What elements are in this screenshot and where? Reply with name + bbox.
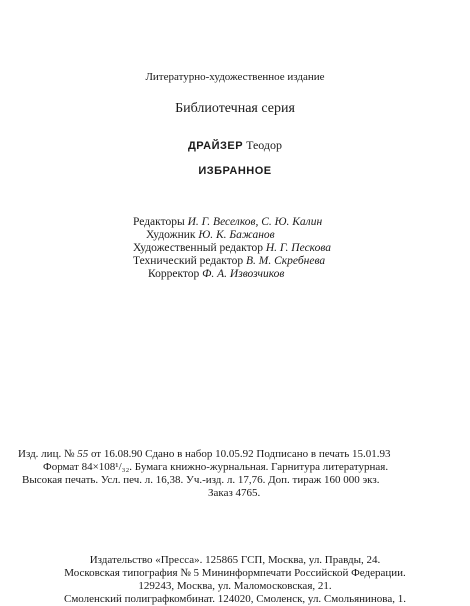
printer-line: Московская типография № 5 Мининформпечати Российской Федерации. [64,567,406,579]
credit-artist [146,229,275,242]
credit-names: И. Г. Веселков, С. Ю. Калин [187,216,323,228]
book-title: ИЗБРАННОЕ [198,165,272,177]
credit-names: В. М. Скребнева [246,255,326,267]
credit-art-editor [133,242,331,255]
imprint-line-1 [18,448,391,461]
author-name: Теодор [246,138,283,152]
credit-names: Ю. К. Бажанов [198,229,275,241]
imprint-line-3: Высокая печать. Усл. печ. л. 16,38. Уч.-изд. л. 17,76. Доп. тираж 160 000 экз. [22,474,380,486]
credit-role: Редакторы [133,216,185,228]
imprint-line-2: Формат 84×108¹/₃₂. Бумага книжно-журнальная. Гарнитура литературная. [43,461,389,473]
credit-role: Художественный редактор [133,242,263,254]
credit-role: Технический редактор [133,255,244,267]
credit-role: Художник [146,229,196,241]
credit-editors [133,216,322,229]
credit-names: Ф. А. Извозчиков [202,268,285,280]
credit-tech-editor [133,255,325,268]
license-label: Изд. лиц. № [18,448,75,460]
credit-role: Корректор [148,268,200,280]
printer-address-line: 129243, Москва, ул. Маломосковская, 21. [138,580,332,592]
combine-line: Смоленский полиграфкомбинат. 124020, Смоленск, ул. Смольянинова, 1. [64,593,406,605]
author [0,138,470,153]
publisher-line: Издательство «Пресса». 125865 ГСП, Москва, ул. Правды, 24. [89,554,381,566]
license-number: 55 [77,448,89,460]
imprint-order: Заказ 4765. [208,487,261,499]
author-surname: ДРАЙЗЕР [187,140,244,152]
credit-names: Н. Г. Пескова [265,242,332,254]
series-name: Библиотечная серия [175,101,295,116]
imprint-dates: от 16.08.90 Сдано в набор 10.05.92 Подписано в печать 15.01.93 [90,448,391,460]
edition-type: Литературно-художественное издание [145,71,325,83]
credit-proofreader [148,268,284,281]
